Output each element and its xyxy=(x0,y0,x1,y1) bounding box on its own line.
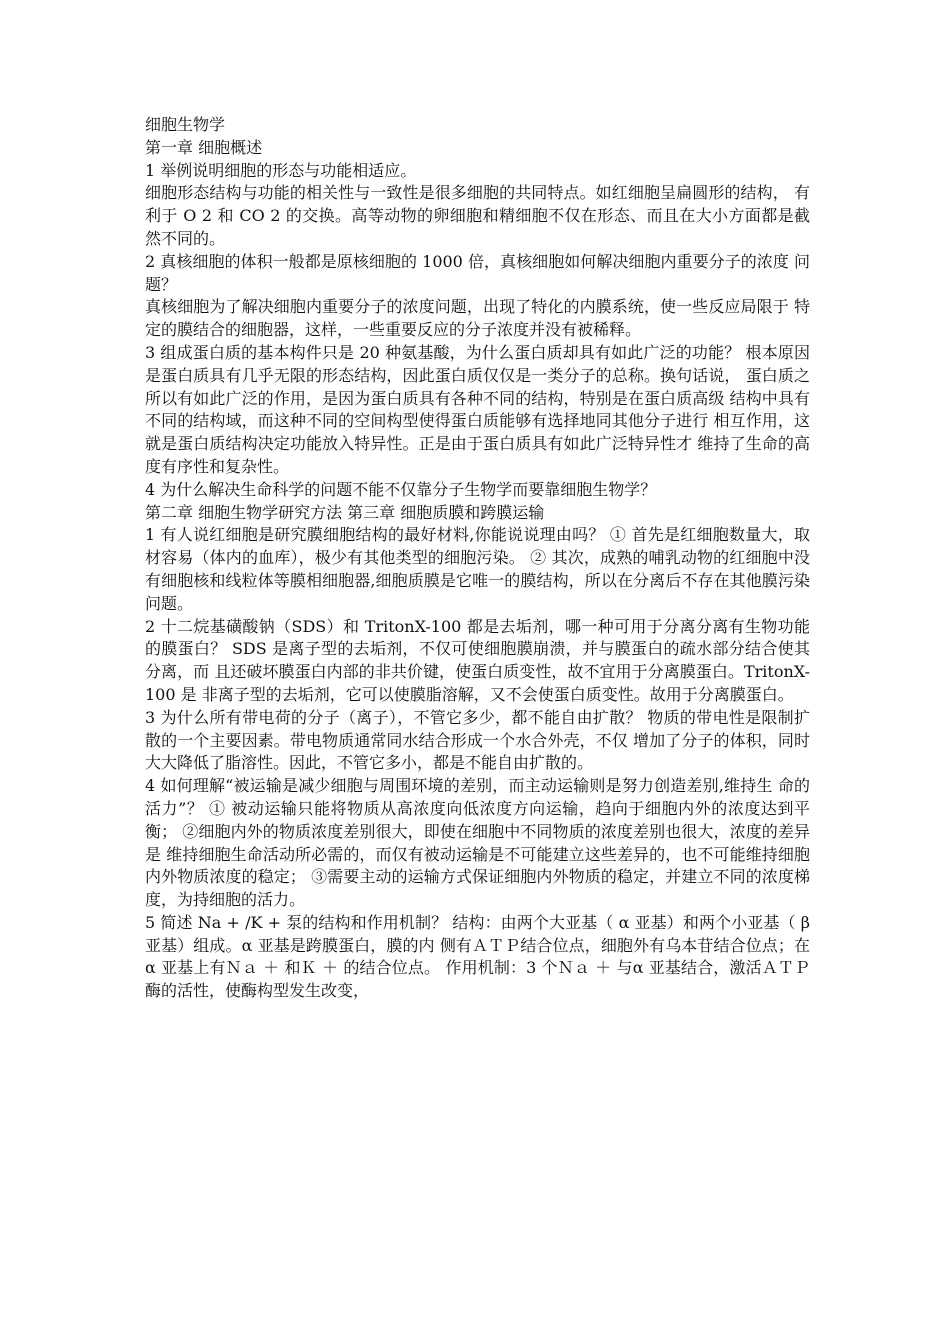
ch3-question-answer-4: 4 如何理解“被运输是减少细胞与周围环境的差别，而主动运输则是努力创造差别,维持生 命的活力”？ ① 被动运输只能将物质从高浓度向低浓度方向运输，趋向于细胞内外的浓度达到平衡； ②细胞内外的物质浓度差别很大，即使在细胞中不同物质的浓度差别也很大，浓度的差异是 维持细胞生命活动所必需的，而仅有被动运输是不可能建立这些差异的，也不可能维持细胞 内外物质浓度的稳定； ③需要主动的运输方式保证细胞内外物质的稳定，并建立不同的浓度梯度，为持细胞的活力。 xyxy=(145,776,810,910)
chapter-2-3-heading: 第二章 细胞生物学研究方法 第三章 细胞质膜和跨膜运输 xyxy=(145,502,545,522)
document-body xyxy=(145,114,810,1003)
answer-1: 细胞形态结构与功能的相关性与一致性是很多细胞的共同特点。如红细胞呈扁圆形的结构， 有利于 O 2 和 CO 2 的交换。高等动物的卵细胞和精细胞不仅在形态、而且在大小方面都是截 然不同的。 xyxy=(145,183,810,248)
ch3-question-answer-1: 1 有人说红细胞是研究膜细胞结构的最好材料,你能说说理由吗？ ① 首先是红细胞数量大，取材容易（体内的血库），极少有其他类型的细胞污染。 ② 其次，成熟的哺乳动物的红细胞中没有细胞核和线粒体等膜相细胞器,细胞质膜是它唯一的膜结构，所以在分离后不存在其他膜污染问题。 xyxy=(145,525,810,613)
question-2: 2 真核细胞的体积一般都是原核细胞的 1000 倍，真核细胞如何解决细胞内重要分子的浓度 问题？ xyxy=(145,251,810,294)
question-1: 1 举例说明细胞的形态与功能相适应。 xyxy=(145,160,417,180)
ch3-question-answer-5: 5 简述 Na + /K + 泵的结构和作用机制？ 结构：由两个大亚基（ α 亚基）和两个小亚基（ β 亚基）组成。α 亚基是跨膜蛋白，膜的内 侧有ＡＴＰ结合位点，细胞外有乌本苷结合位点；在α 亚基上有Ｎａ ＋ 和Ｋ ＋ 的结合位点。 作用机制：3 个Ｎａ ＋ 与α 亚基结合，激活ＡＴＰ酶的活性，使酶构型发生改变， xyxy=(145,912,810,1001)
answer-2: 真核细胞为了解决细胞内重要分子的浓度问题，出现了特化的内膜系统，使一些反应局限于 特定的膜结合的细胞器，这样，一些重要反应的分子浓度并没有被稀释。 xyxy=(145,297,810,340)
question-4: 4 为什么解决生命科学的问题不能不仅靠分子生物学而要靠细胞生物学？ xyxy=(145,479,657,499)
document-title: 细胞生物学 xyxy=(145,115,226,134)
chapter-1-heading: 第一章 细胞概述 xyxy=(145,137,263,157)
ch3-question-answer-3: 3 为什么所有带电荷的分子（离子），不管它多少，都不能自由扩散？ 物质的带电性是限制扩散的一个主要因素。带电物质通常同水结合形成一个水合外壳，不仅 增加了分子的体积，同时大大降低了脂溶性。因此，不管它多小，都是不能自由扩散的。 xyxy=(145,707,810,773)
ch3-question-answer-2: 2 十二烷基磺酸钠（SDS）和 TritonX-100 都是去垢剂，哪一种可用于分离分离有生物功能 的膜蛋白？ SDS 是离子型的去垢剂，不仅可使细胞膜崩溃，并与膜蛋白的疏水部分结合使其分离，而 且还破坏膜蛋白内部的非共价键，使蛋白质变性，故不宜用于分离膜蛋白。TritonX-100 是 非离子型的去垢剂，它可以使膜脂溶解，又不会使蛋白质变性。故用于分离膜蛋白。 xyxy=(145,616,810,704)
question-answer-3: 3 组成蛋白质的基本构件只是 20 种氨基酸，为什么蛋白质却具有如此广泛的功能？ 根本原因是蛋白质具有几乎无限的形态结构，因此蛋白质仅仅是一类分子的总称。换句话说， 蛋白质之所以有如此广泛的作用，是因为蛋白质具有各种不同的结构，特别是在蛋白质高级 结构中具有不同的结构域，而这种不同的空间构型使得蛋白质能够有选择地同其他分子进行 相互作用，这就是蛋白质结构决定功能放入特异性。正是由于蛋白质具有如此广泛特异性才 维持了生命的高度有序性和复杂性。 xyxy=(145,342,810,476)
